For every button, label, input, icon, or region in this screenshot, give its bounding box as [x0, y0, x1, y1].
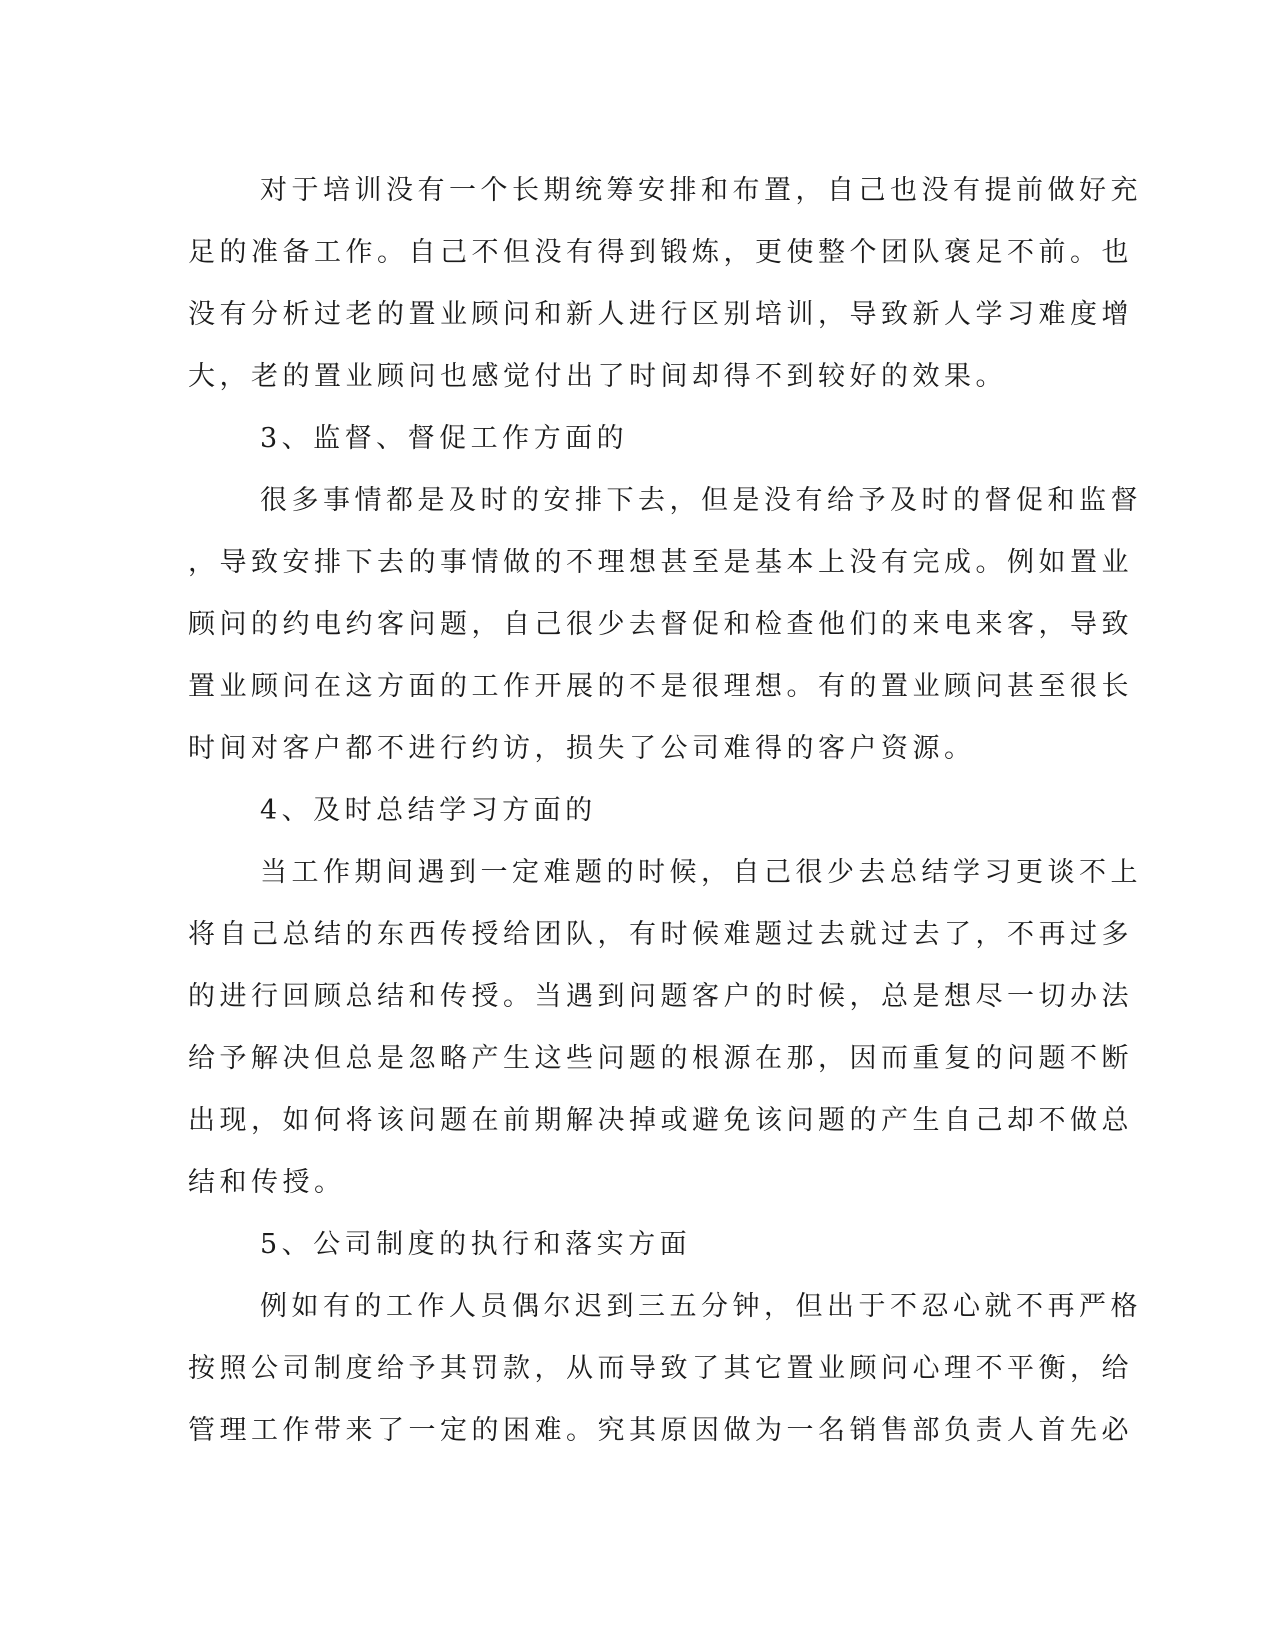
text-line: 结和传授。 — [188, 1167, 346, 1198]
text-line: 管理工作带来了一定的困难。究其原因做为一名销售部负责人首先必 — [188, 1415, 1133, 1446]
text-line: 足的准备工作。自己不但没有得到锻炼，更使整个团队褒足不前。也 — [188, 237, 1133, 268]
text-line: 的进行回顾总结和传授。当遇到问题客户的时候，总是想尽一切办法 — [188, 981, 1133, 1012]
text-line: 当工作期间遇到一定难题的时候，自己很少去总结学习更谈不上 — [260, 857, 1142, 888]
text-line: 顾问的约电约客问题，自己很少去督促和检查他们的来电来客，导致 — [188, 609, 1133, 640]
text-line: 给予解决但总是忽略产生这些问题的根源在那，因而重复的问题不断 — [188, 1043, 1133, 1074]
text-line: 时间对客户都不进行约访，损失了公司难得的客户资源。 — [188, 733, 976, 764]
text-line: 很多事情都是及时的安排下去，但是没有给予及时的督促和监督 — [260, 485, 1142, 516]
section-heading-5: 5、公司制度的执行和落实方面 — [260, 1229, 692, 1260]
text-line: 对于培训没有一个长期统筹安排和布置，自己也没有提前做好充 — [260, 175, 1142, 206]
section-heading-4: 4、及时总结学习方面的 — [260, 795, 597, 826]
text-line: 大，老的置业顾问也感觉付出了时间却得不到较好的效果。 — [188, 361, 1007, 392]
text-line: 出现，如何将该问题在前期解决掉或避免该问题的产生自己却不做总 — [188, 1105, 1133, 1136]
section-heading-3: 3、监督、督促工作方面的 — [260, 423, 629, 454]
text-line: 将自己总结的东西传授给团队，有时候难题过去就过去了，不再过多 — [188, 919, 1133, 950]
text-line: 按照公司制度给予其罚款，从而导致了其它置业顾问心理不平衡，给 — [188, 1353, 1133, 1384]
document-body — [188, 160, 1142, 1462]
text-line: 置业顾问在这方面的工作开展的不是很理想。有的置业顾问甚至很长 — [188, 671, 1133, 702]
text-line: ，导致安排下去的事情做的不理想甚至是基本上没有完成。例如置业 — [188, 547, 1133, 578]
text-line: 没有分析过老的置业顾问和新人进行区别培训，导致新人学习难度增 — [188, 299, 1133, 330]
text-line: 例如有的工作人员偶尔迟到三五分钟，但出于不忍心就不再严格 — [260, 1291, 1142, 1322]
